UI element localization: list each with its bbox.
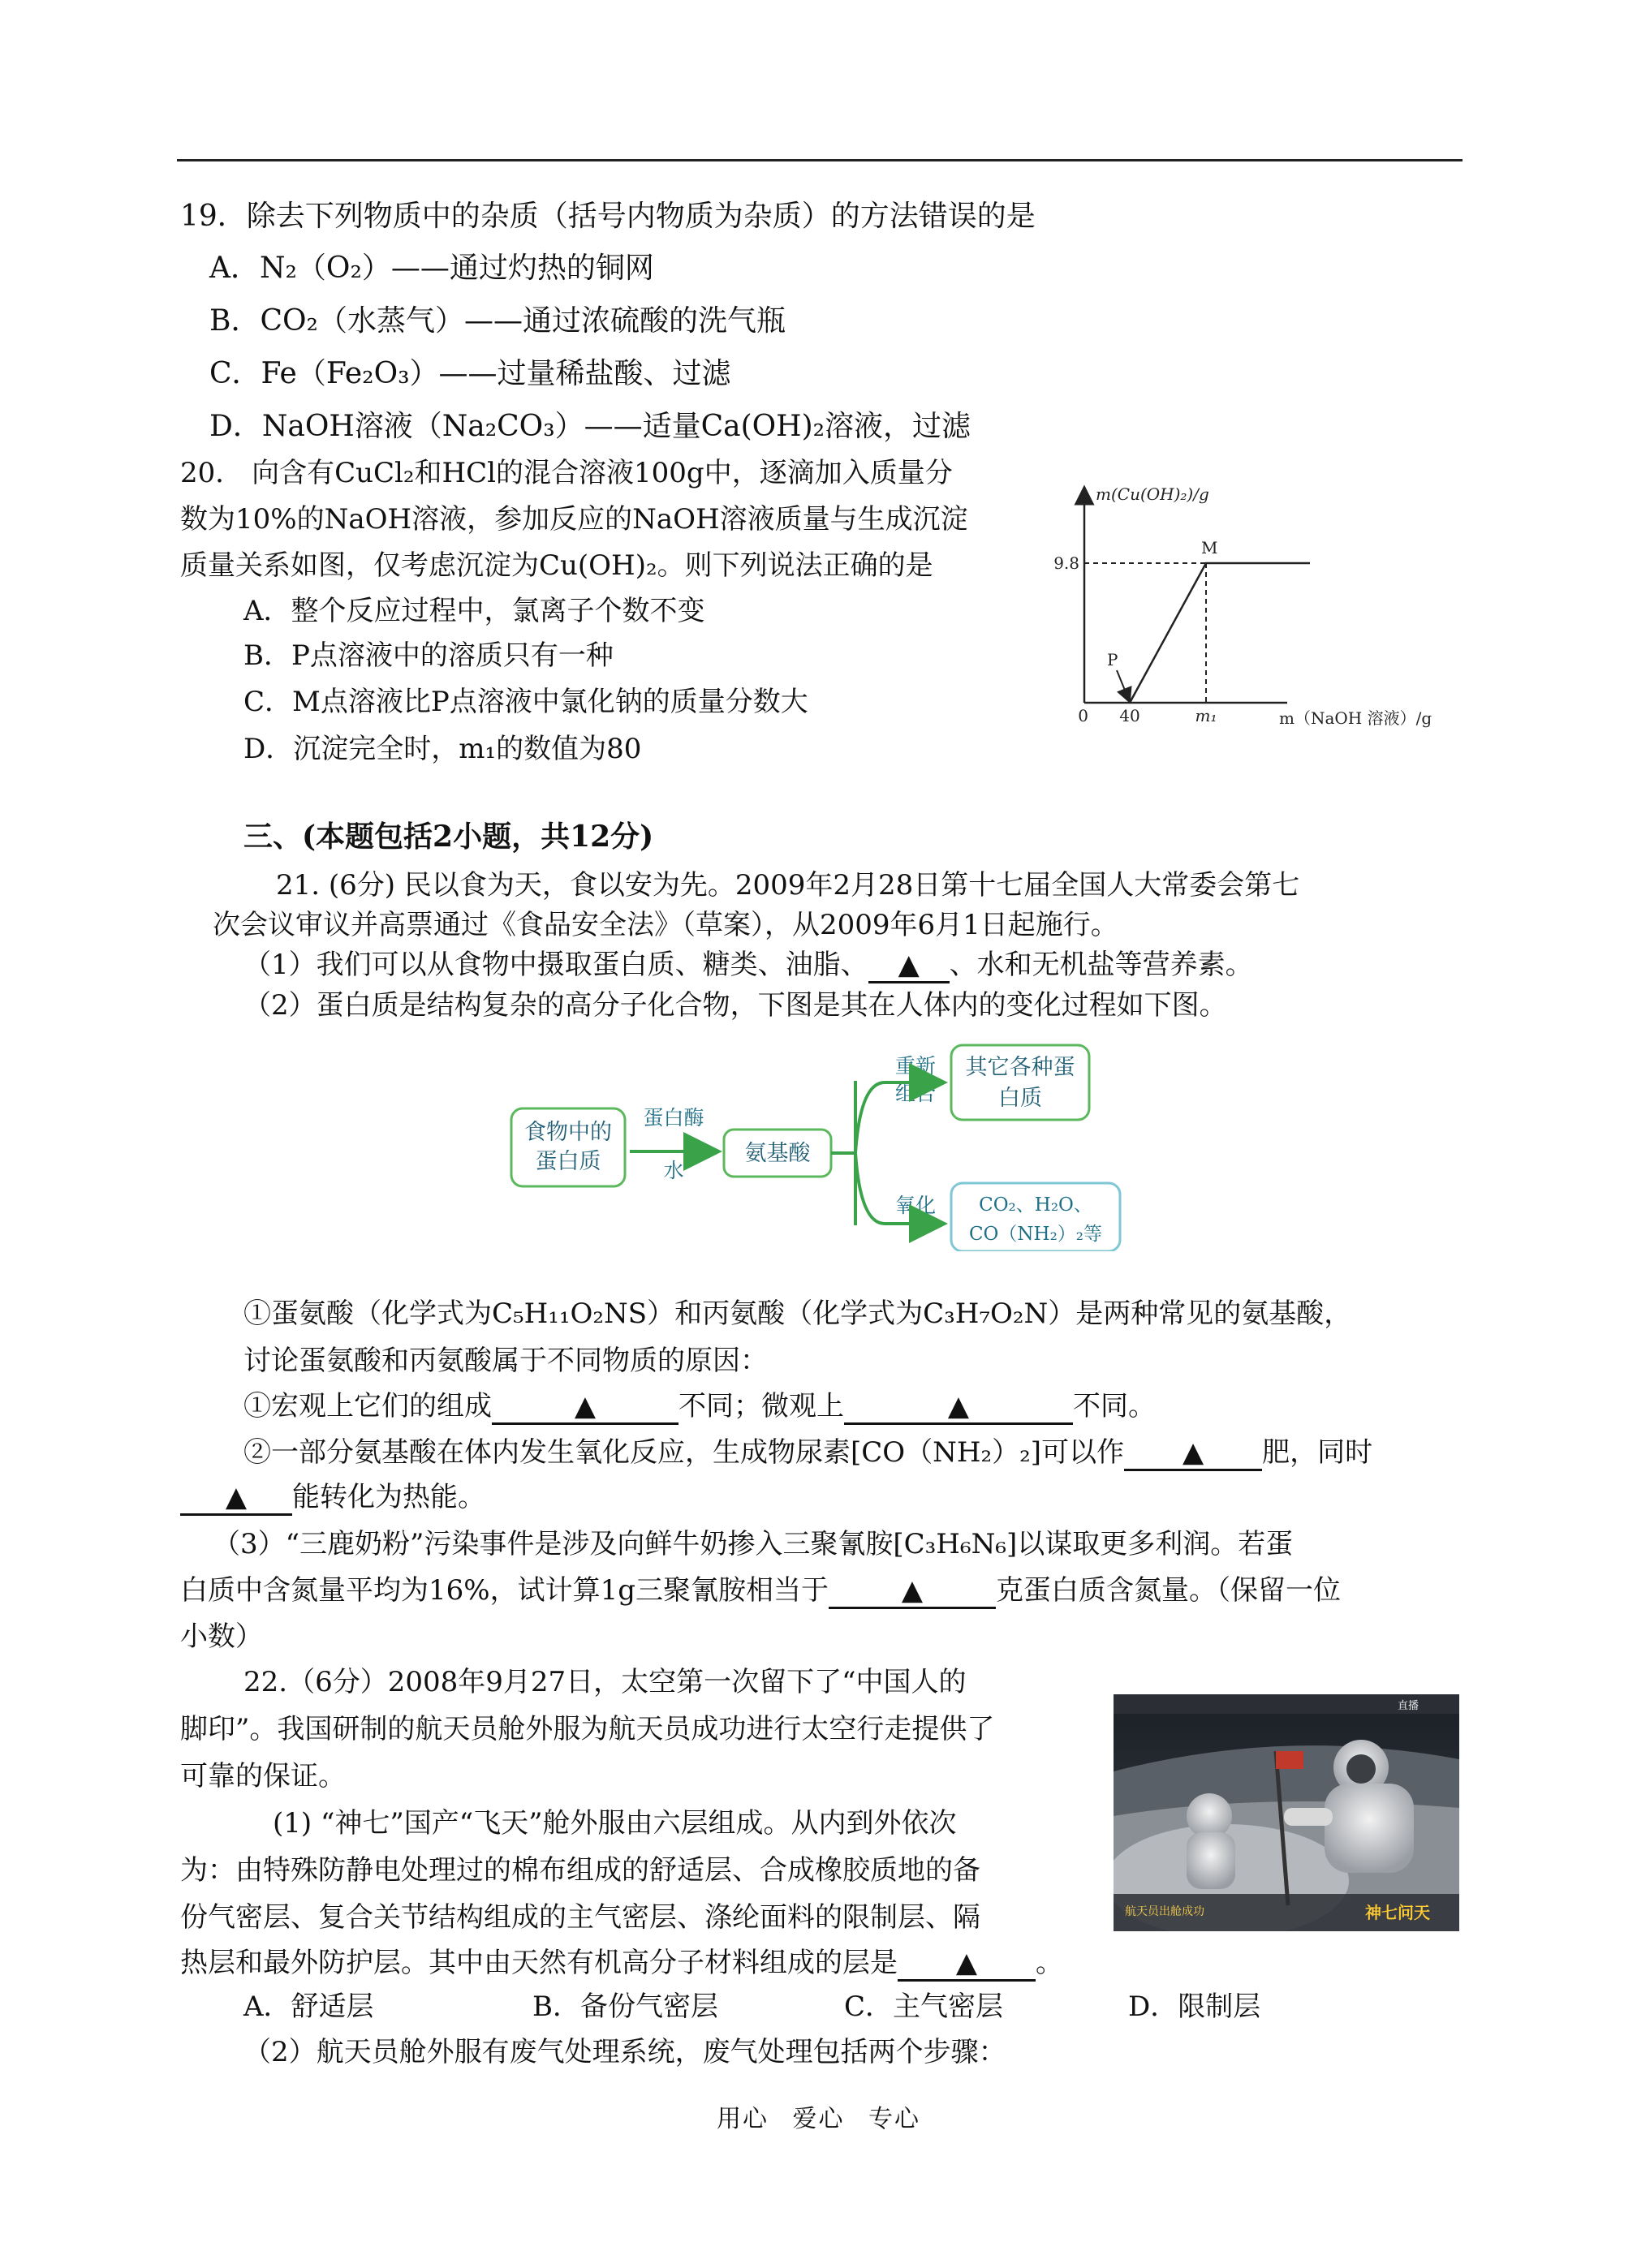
q21-part1-post: 、水和无机盐等营养素。: [949, 949, 1253, 981]
chart-x-label: m（NaOH 溶液）/g: [1279, 708, 1432, 728]
q19-option-d: D．NaOH溶液（Na₂CO₃）——适量Ca(OH)₂溶液，过滤: [209, 410, 971, 443]
photo-logo: 神七问天: [1365, 1903, 1430, 1922]
q21-part3-line1: （3）“三鹿奶粉”污染事件是涉及向鲜牛奶掺入三聚氰胺[C₃H₆N₆]以谋取更多利润。若蛋: [213, 1528, 1294, 1560]
q21-sub1-pre: ①宏观上它们的组成: [243, 1390, 492, 1422]
q19-stem: 19．除去下列物质中的杂质（括号内物质为杂质）的方法错误的是: [180, 200, 1036, 233]
chart-x-tick-0: 0: [1078, 706, 1088, 725]
flow-recombine-line1: 重新: [894, 1054, 937, 1078]
q22-option-a: A．舒适层: [243, 1990, 374, 2023]
q21-sub2-line2: [180, 1478, 485, 1516]
flow-food-line2: 蛋白质: [535, 1149, 601, 1174]
chart-point-p-label: P: [1107, 650, 1118, 669]
flow-products-line2: CO（NH₂）₂等: [968, 1224, 1103, 1245]
q22-part2: （2）航天员舱外服有废气处理系统，废气处理包括两个步骤：: [243, 2036, 1006, 2068]
chart-point-m-label: M: [1201, 538, 1218, 557]
q22-part1-line2: 为：由特殊防静电处理过的棉布组成的舒适层、合成橡胶质地的备: [180, 1854, 980, 1887]
flow-products-line1: CO₂、H₂O、: [979, 1194, 1092, 1216]
flow-amino-label: 氨基酸: [744, 1141, 811, 1166]
q21-sub1-line3: [243, 1388, 1156, 1425]
q22-option-c: C．主气密层: [844, 1990, 1004, 2023]
q20-option-b: B．P点溶液中的溶质只有一种: [243, 639, 614, 672]
section3-heading: 三、(本题包括2小题，共12分): [243, 820, 654, 854]
q22-blank-natural-layer[interactable]: ▲: [898, 1947, 1036, 1982]
q22-part1-line4: [180, 1944, 1063, 1982]
q20-option-c: C．M点溶液比P点溶液中氯化钠的质量分数大: [243, 686, 808, 718]
q21-blank-composition[interactable]: ▲: [492, 1390, 678, 1425]
photo-caption: 航天员出舱成功: [1125, 1905, 1204, 1918]
q21-sub1-mid: 不同；微观上: [678, 1390, 844, 1422]
q22-part1-pre: 热层和最外防护层。其中由天然有机高分子材料组成的层是: [180, 1947, 898, 1979]
q22-line1: 22.（6分）2008年9月27日，太空第一次留下了“中国人的: [243, 1666, 967, 1698]
q22-line3: 可靠的保证。: [180, 1760, 346, 1792]
q21-blank-energy[interactable]: ▲: [180, 1481, 292, 1516]
chart-x-tick-m1: m₁: [1195, 706, 1217, 725]
flow-recombine-line2: 组合: [894, 1082, 937, 1105]
chart-x-tick-40: 40: [1119, 706, 1140, 725]
q21-part3-line3: 小数）: [180, 1620, 263, 1653]
photo-live-badge: 直播: [1398, 1700, 1419, 1712]
flow-arrow1-top: 蛋白酶: [643, 1106, 704, 1130]
q20-option-d: D．沉淀完全时，m₁的数值为80: [243, 733, 642, 765]
flow-oxidation-label: 氧化: [894, 1194, 937, 1217]
q19-option-a: A．N₂（O₂）——通过灼热的铜网: [209, 252, 654, 285]
flow-branch-brace: [831, 1081, 855, 1225]
chart-y-label: m(Cu(OH)₂)/g: [1096, 484, 1209, 504]
q22-part1-line3: 份气密层、复合关节结构组成的主气密层、涤纶面料的限制层、隔: [180, 1901, 980, 1934]
flow-food-line1: 食物中的: [524, 1120, 612, 1145]
q22-option-d: D．限制层: [1128, 1990, 1261, 2023]
q21-part3-pre: 白质中含氮量平均为16%，试计算1g三聚氰胺相当于: [180, 1574, 829, 1607]
flow-arrow1-bottom: 水: [663, 1159, 684, 1182]
q21-sub2-line1: [243, 1434, 1372, 1471]
q20-option-a: A．整个反应过程中，氯离子个数不变: [243, 595, 705, 627]
q20-line3: 质量关系如图，仅考虑沉淀为Cu(OH)₂。则下列说法正确的是: [180, 549, 933, 582]
q21-sub1-post: 不同。: [1073, 1390, 1156, 1422]
page-footer: 用心 爱心 专心: [716, 2105, 921, 2133]
q21-part1-pre: （1）我们可以从食物中摄取蛋白质、糖类、油脂、: [243, 949, 868, 981]
flow-other-line2: 白质: [998, 1086, 1042, 1111]
q21-blank-protein-mass[interactable]: ▲: [829, 1574, 996, 1609]
chart-y-tick-9-8: 9.8: [1053, 553, 1079, 573]
q21-blank-structure[interactable]: ▲: [844, 1390, 1073, 1425]
q21-blank-fertilizer[interactable]: ▲: [1124, 1436, 1262, 1471]
chart-series-line: [1130, 563, 1310, 703]
q20-line1: 20． 向含有CuCl₂和HCl的混合溶液100g中，逐滴加入质量分: [180, 457, 953, 489]
q22-option-b: B．备份气密层: [532, 1990, 718, 2023]
q21-part3-line2: [180, 1572, 1341, 1609]
chart-point-p-arrow: [1117, 670, 1127, 696]
q21-blank-nutrient[interactable]: ▲: [868, 949, 950, 983]
protein-flow-diagram: [503, 1040, 1136, 1251]
q22-line2: 脚印”。我国研制的航天员舱外服为航天员成功进行太空行走提供了: [180, 1713, 995, 1745]
flow-other-line1: 其它各种蛋: [965, 1055, 1075, 1080]
q21-part2: （2）蛋白质是结构复杂的高分子化合物，下图是其在人体内的变化过程如下图。: [243, 989, 1227, 1022]
header-rule: [177, 159, 1463, 161]
q21-line1: 21. (6分) 民以食为天，食以安为先。2009年2月28日第十七届全国人大常委会第七: [276, 869, 1300, 902]
q21-sub2-post: 肥，同时: [1262, 1436, 1373, 1469]
q21-sub2-pre: ②一部分氨基酸在体内发生氧化反应，生成物尿素[CO（NH₂）₂]可以作: [243, 1436, 1125, 1469]
q22-part1-line1: (1) “神七”国产“飞天”舱外服由六层组成。从内到外依次: [273, 1807, 957, 1840]
spacewalk-photo: [1114, 1694, 1459, 1931]
q21-sub2-line2-post: 能转化为热能。: [292, 1481, 485, 1513]
q22-part1-post: 。: [1036, 1947, 1063, 1979]
precipitate-chart: [1052, 484, 1506, 735]
q19-option-b: B．CO₂（水蒸气）——通过浓硫酸的洗气瓶: [209, 304, 786, 338]
q21-sub1-line1: ①蛋氨酸（化学式为C₅H₁₁O₂NS）和丙氨酸（化学式为C₃H₇O₂N）是两种常见的氨基酸，: [243, 1298, 1352, 1330]
q20-line2: 数为10%的NaOH溶液，参加反应的NaOH溶液质量与生成沉淀: [180, 503, 968, 536]
q21-part3-post: 克蛋白质含氮量。（保留一位: [995, 1574, 1341, 1607]
q19-option-c: C．Fe（Fe₂O₃）——过量稀盐酸、过滤: [209, 357, 731, 390]
q21-line2: 次会议审议并高票通过《食品安全法》（草案），从2009年6月1日起施行。: [213, 909, 1118, 941]
q21-part1: [243, 946, 1253, 983]
q21-sub1-line2: 讨论蛋氨酸和丙氨酸属于不同物质的原因：: [243, 1345, 768, 1377]
